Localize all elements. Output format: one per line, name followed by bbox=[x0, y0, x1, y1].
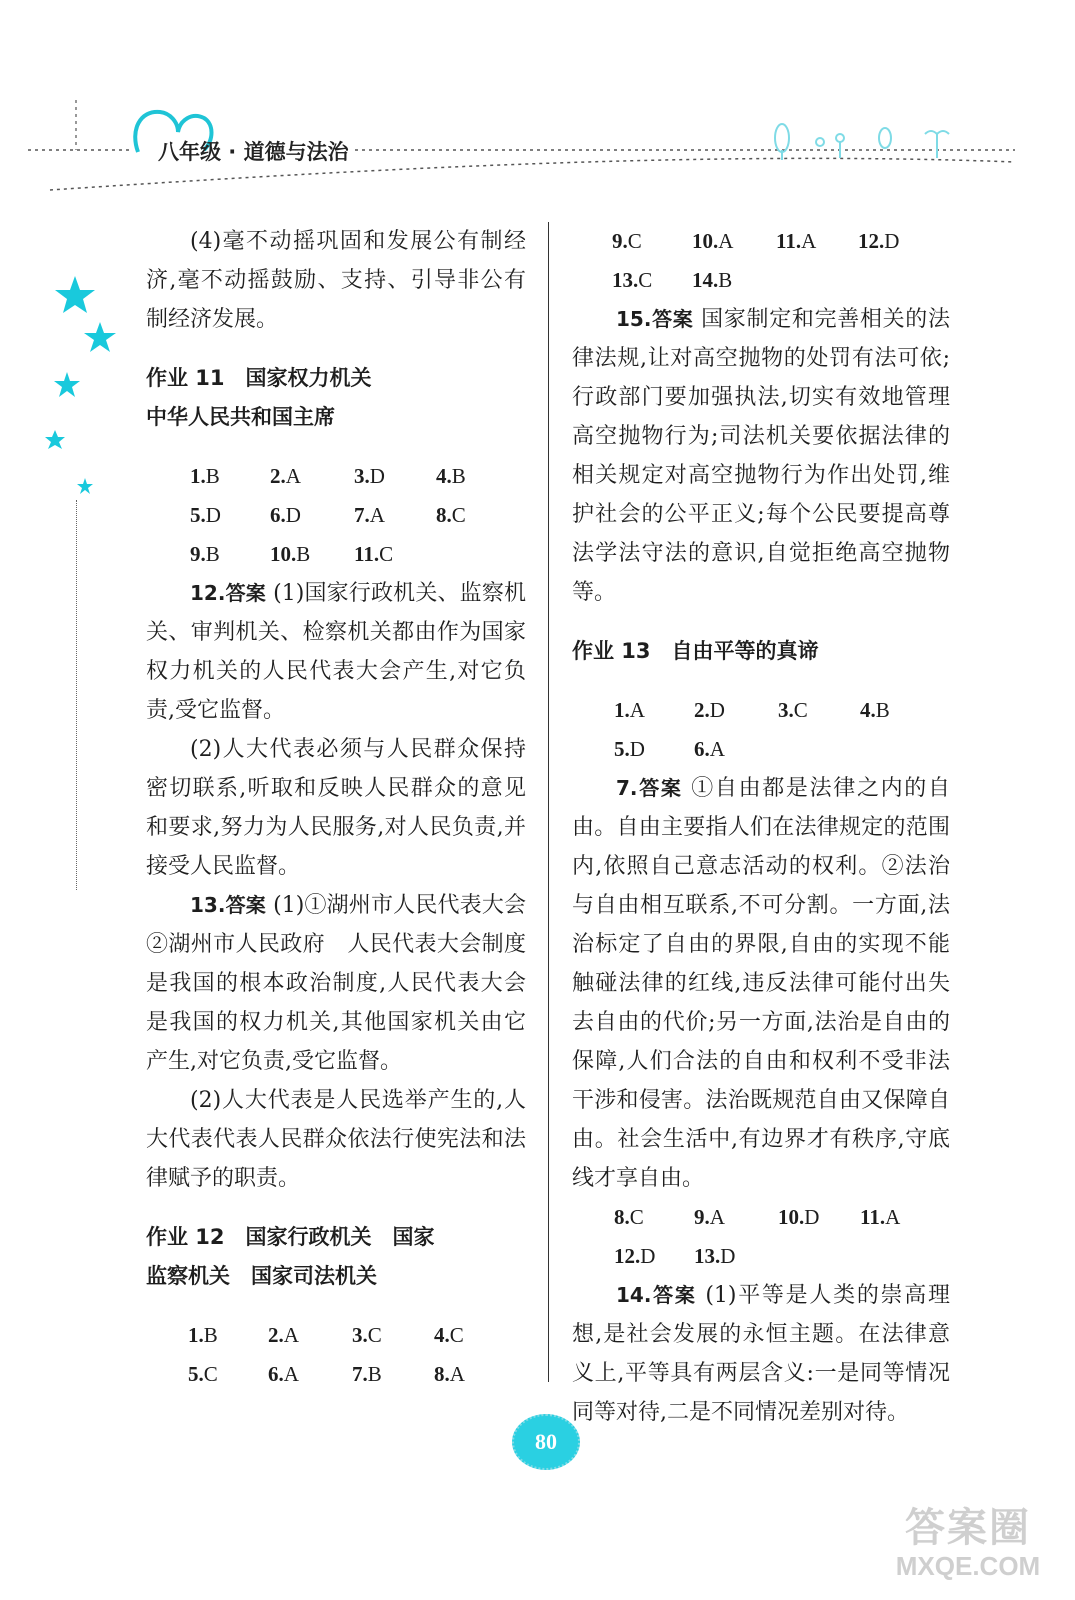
answer-number: 3. bbox=[354, 464, 370, 488]
answer-number: 8. bbox=[436, 503, 452, 527]
question-number: 14. bbox=[616, 1283, 652, 1307]
answer-number: 9. bbox=[190, 542, 206, 566]
answer-grid bbox=[146, 457, 526, 574]
question-number: 12. bbox=[190, 581, 226, 605]
answer-grid bbox=[572, 1198, 950, 1276]
answer-choice: A bbox=[718, 229, 734, 253]
answer-number: 2. bbox=[268, 1323, 284, 1347]
header-title: 八年级 · 道德与法治 bbox=[158, 140, 349, 164]
answer-choice: B bbox=[367, 1362, 382, 1386]
answer-number: 13. bbox=[694, 1244, 721, 1268]
answer-number: 12. bbox=[858, 229, 885, 253]
answer-choice: D bbox=[369, 464, 385, 488]
answer-label: 答案 bbox=[651, 307, 694, 331]
answer-item bbox=[436, 496, 516, 535]
answer-item bbox=[694, 691, 778, 730]
answer-choice: A bbox=[449, 1362, 465, 1386]
answer-number: 14. bbox=[692, 268, 719, 292]
answer-number: 9. bbox=[612, 229, 628, 253]
answer-choice: A bbox=[285, 464, 301, 488]
answer-choice: C bbox=[451, 503, 466, 527]
answer-choice: B bbox=[203, 1323, 218, 1347]
answer-choice: D bbox=[205, 503, 221, 527]
answer-item bbox=[692, 222, 776, 261]
answer-number: 2. bbox=[270, 464, 286, 488]
margin-dotted-line bbox=[76, 500, 77, 890]
answer-row bbox=[572, 730, 950, 769]
section-title: 中华人民共和国主席 bbox=[146, 405, 335, 429]
answer-number: 4. bbox=[434, 1323, 450, 1347]
paragraph: (2)人大代表是人民选举产生的,人大代表代表人民群众依法行使宪法和法律赋予的职责。 bbox=[146, 1088, 526, 1191]
answer-text: (1)①湖州市人民代表大会 ②湖州市人民政府 人民代表大会制度是我国的根本政治制度,人民代表大会是我国的权力机关,其他国家机关由它产生,对它负责,受它监督。 bbox=[146, 893, 526, 1074]
answer-item bbox=[436, 457, 516, 496]
answer-item bbox=[860, 691, 940, 730]
answer-number: 4. bbox=[436, 464, 452, 488]
answer-number: 11. bbox=[860, 1205, 886, 1229]
answer-choice: C bbox=[449, 1323, 464, 1347]
question-number: 7. bbox=[616, 776, 638, 800]
answer-paragraph bbox=[146, 574, 526, 730]
answer-item bbox=[354, 457, 436, 496]
answer-row bbox=[572, 1198, 950, 1237]
answer-number: 4. bbox=[860, 698, 876, 722]
answer-number: 9. bbox=[694, 1205, 710, 1229]
answer-choice: B bbox=[205, 542, 220, 566]
answer-row bbox=[572, 261, 950, 300]
answer-label: 答案 bbox=[637, 776, 683, 800]
page-number-badge bbox=[512, 1414, 580, 1470]
answer-number: 3. bbox=[778, 698, 794, 722]
answer-number: 5. bbox=[188, 1362, 204, 1386]
answer-item bbox=[434, 1355, 514, 1394]
section-title: 作业 11 国家权力机关 bbox=[146, 366, 372, 390]
answer-choice: B bbox=[296, 542, 311, 566]
answer-grid bbox=[572, 691, 950, 769]
answer-item bbox=[270, 535, 354, 574]
answer-paragraph bbox=[572, 300, 950, 612]
answer-item bbox=[190, 496, 270, 535]
paragraph: (2)人大代表必须与人民群众保持密切联系,听取和反映人民群众的意见和要求,努力为人民服务,对人民负责,并接受人民监督。 bbox=[146, 737, 526, 879]
answer-item bbox=[268, 1316, 352, 1355]
answer-choice: D bbox=[720, 1244, 736, 1268]
answer-number: 3. bbox=[352, 1323, 368, 1347]
answer-paragraph bbox=[572, 1276, 950, 1432]
answer-number: 5. bbox=[190, 503, 206, 527]
answer-choice: A bbox=[283, 1362, 299, 1386]
answer-choice: A bbox=[885, 1205, 901, 1229]
right-column bbox=[572, 222, 950, 1432]
answer-item bbox=[614, 691, 694, 730]
answer-row bbox=[146, 1355, 526, 1394]
answer-item bbox=[352, 1355, 434, 1394]
answer-choice: A bbox=[369, 503, 385, 527]
answer-row bbox=[572, 1237, 950, 1276]
answer-choice: C bbox=[629, 1205, 644, 1229]
answer-number: 11. bbox=[776, 229, 802, 253]
answer-number: 6. bbox=[694, 737, 710, 761]
answer-item bbox=[692, 261, 776, 300]
answer-number: 8. bbox=[614, 1205, 630, 1229]
answer-grid bbox=[572, 222, 950, 300]
answer-choice: C bbox=[638, 268, 653, 292]
star-decoration-icon bbox=[45, 270, 125, 500]
answer-label: 答案 bbox=[651, 1283, 697, 1307]
answer-number: 2. bbox=[694, 698, 710, 722]
answer-number: 7. bbox=[354, 503, 370, 527]
answer-number: 11. bbox=[354, 542, 380, 566]
answer-choice: D bbox=[804, 1205, 820, 1229]
answer-choice: C bbox=[203, 1362, 218, 1386]
answer-item bbox=[270, 457, 354, 496]
section-title: 监察机关 国家司法机关 bbox=[146, 1264, 377, 1288]
answer-choice: B bbox=[205, 464, 220, 488]
answer-number: 12. bbox=[614, 1244, 641, 1268]
answer-item bbox=[352, 1316, 434, 1355]
answer-paragraph bbox=[572, 769, 950, 1198]
column-divider bbox=[548, 222, 549, 1382]
answer-number: 6. bbox=[268, 1362, 284, 1386]
answer-paragraph bbox=[146, 886, 526, 1081]
answer-choice: D bbox=[640, 1244, 656, 1268]
answer-item bbox=[858, 222, 938, 261]
answer-item bbox=[270, 496, 354, 535]
answer-number: 10. bbox=[692, 229, 719, 253]
answer-item bbox=[268, 1355, 352, 1394]
answer-item bbox=[614, 730, 694, 769]
answer-label: 答案 bbox=[225, 581, 266, 605]
answer-choice: C bbox=[627, 229, 642, 253]
watermark-sub: MXQE.COM bbox=[895, 1551, 1041, 1581]
answer-number: 5. bbox=[614, 737, 630, 761]
answer-number: 7. bbox=[352, 1362, 368, 1386]
plant-decoration-icon bbox=[760, 120, 960, 160]
answer-text: (1)国家行政机关、监察机关、审判机关、检察机关都由作为国家权力机关的人民代表大会产生,对它负责,受它监督。 bbox=[146, 581, 526, 723]
answer-choice: A bbox=[709, 737, 725, 761]
answer-choice: C bbox=[793, 698, 808, 722]
answer-item bbox=[614, 1237, 694, 1276]
answer-row bbox=[572, 222, 950, 261]
answer-row bbox=[146, 1316, 526, 1355]
answer-number: 8. bbox=[434, 1362, 450, 1386]
answer-item bbox=[188, 1316, 268, 1355]
answer-row bbox=[572, 691, 950, 730]
answer-item bbox=[694, 730, 778, 769]
answer-item bbox=[354, 535, 436, 574]
watermark-logo bbox=[878, 1505, 1058, 1581]
answer-grid bbox=[146, 1316, 526, 1394]
answer-choice: A bbox=[709, 1205, 725, 1229]
answer-number: 10. bbox=[270, 542, 297, 566]
page-number: 80 bbox=[535, 1429, 557, 1454]
answer-item bbox=[612, 261, 692, 300]
watermark-main: 答案圈 bbox=[905, 1505, 1031, 1551]
answer-item bbox=[354, 496, 436, 535]
answer-choice: D bbox=[884, 229, 900, 253]
answer-choice: B bbox=[451, 464, 466, 488]
question-number: 15. bbox=[616, 307, 652, 331]
answer-item bbox=[776, 222, 858, 261]
answer-choice: B bbox=[718, 268, 733, 292]
answer-choice: D bbox=[709, 698, 725, 722]
answer-row bbox=[146, 535, 526, 574]
section-title: 作业 13 自由平等的真谛 bbox=[572, 639, 819, 663]
answer-number: 1. bbox=[188, 1323, 204, 1347]
answer-choice: A bbox=[283, 1323, 299, 1347]
answer-choice: B bbox=[875, 698, 890, 722]
answer-choice: A bbox=[629, 698, 645, 722]
answer-item bbox=[190, 535, 270, 574]
answer-number: 1. bbox=[614, 698, 630, 722]
answer-item bbox=[614, 1198, 694, 1237]
answer-item bbox=[778, 1198, 860, 1237]
answer-text: ①自由都是法律之内的自由。自由主要指人们在法律规定的范围内,依照自己意志活动的权利。②法治与自由相互联系,不可分割。一方面,法治标定了自由的界限,自由的实现不能触碰法律的红线,违反法律可能付出失去自由的代价;另一方面,法治是自由的保障,人们合法的自由和权利不受非法干涉和侵害。法治既规范自由又保障自由。社会生活中,有边界才有秩序,守底线才享自由。 bbox=[572, 776, 950, 1191]
answer-number: 10. bbox=[778, 1205, 805, 1229]
answer-item bbox=[860, 1198, 940, 1237]
answer-item bbox=[434, 1316, 514, 1355]
answer-choice: D bbox=[629, 737, 645, 761]
answer-label: 答案 bbox=[225, 893, 266, 917]
answer-text: 国家制定和完善相关的法律法规,让对高空抛物的处罚有法可依;行政部门要加强执法,切实有效地管理高空抛物行为;司法机关要依据法律的相关规定对高空抛物行为作出处罚,维护社会的公平正义;每个公民要提高尊法学法守法的意识,自觉拒绝高空抛物等。 bbox=[572, 307, 950, 605]
answer-text: (1)平等是人类的崇高理想,是社会发展的永恒主题。在法律意义上,平等具有两层含义:一是同等情况同等对待,二是不同情况差别对待。 bbox=[572, 1283, 950, 1425]
left-column bbox=[146, 222, 526, 1394]
answer-number: 13. bbox=[612, 268, 639, 292]
answer-choice: A bbox=[801, 229, 817, 253]
answer-number: 1. bbox=[190, 464, 206, 488]
answer-item bbox=[694, 1198, 778, 1237]
answer-item bbox=[188, 1355, 268, 1394]
answer-item bbox=[778, 691, 860, 730]
answer-row bbox=[146, 457, 526, 496]
answer-item bbox=[612, 222, 692, 261]
answer-choice: C bbox=[367, 1323, 382, 1347]
answer-item bbox=[694, 1237, 778, 1276]
answer-row bbox=[146, 496, 526, 535]
answer-number: 6. bbox=[270, 503, 286, 527]
section-title: 作业 12 国家行政机关 国家 bbox=[146, 1225, 435, 1249]
question-number: 13. bbox=[190, 893, 226, 917]
answer-item bbox=[190, 457, 270, 496]
answer-choice: C bbox=[379, 542, 394, 566]
answer-choice: D bbox=[285, 503, 301, 527]
paragraph: (4)毫不动摇巩固和发展公有制经济,毫不动摇鼓励、支持、引导非公有制经济发展。 bbox=[146, 229, 526, 332]
